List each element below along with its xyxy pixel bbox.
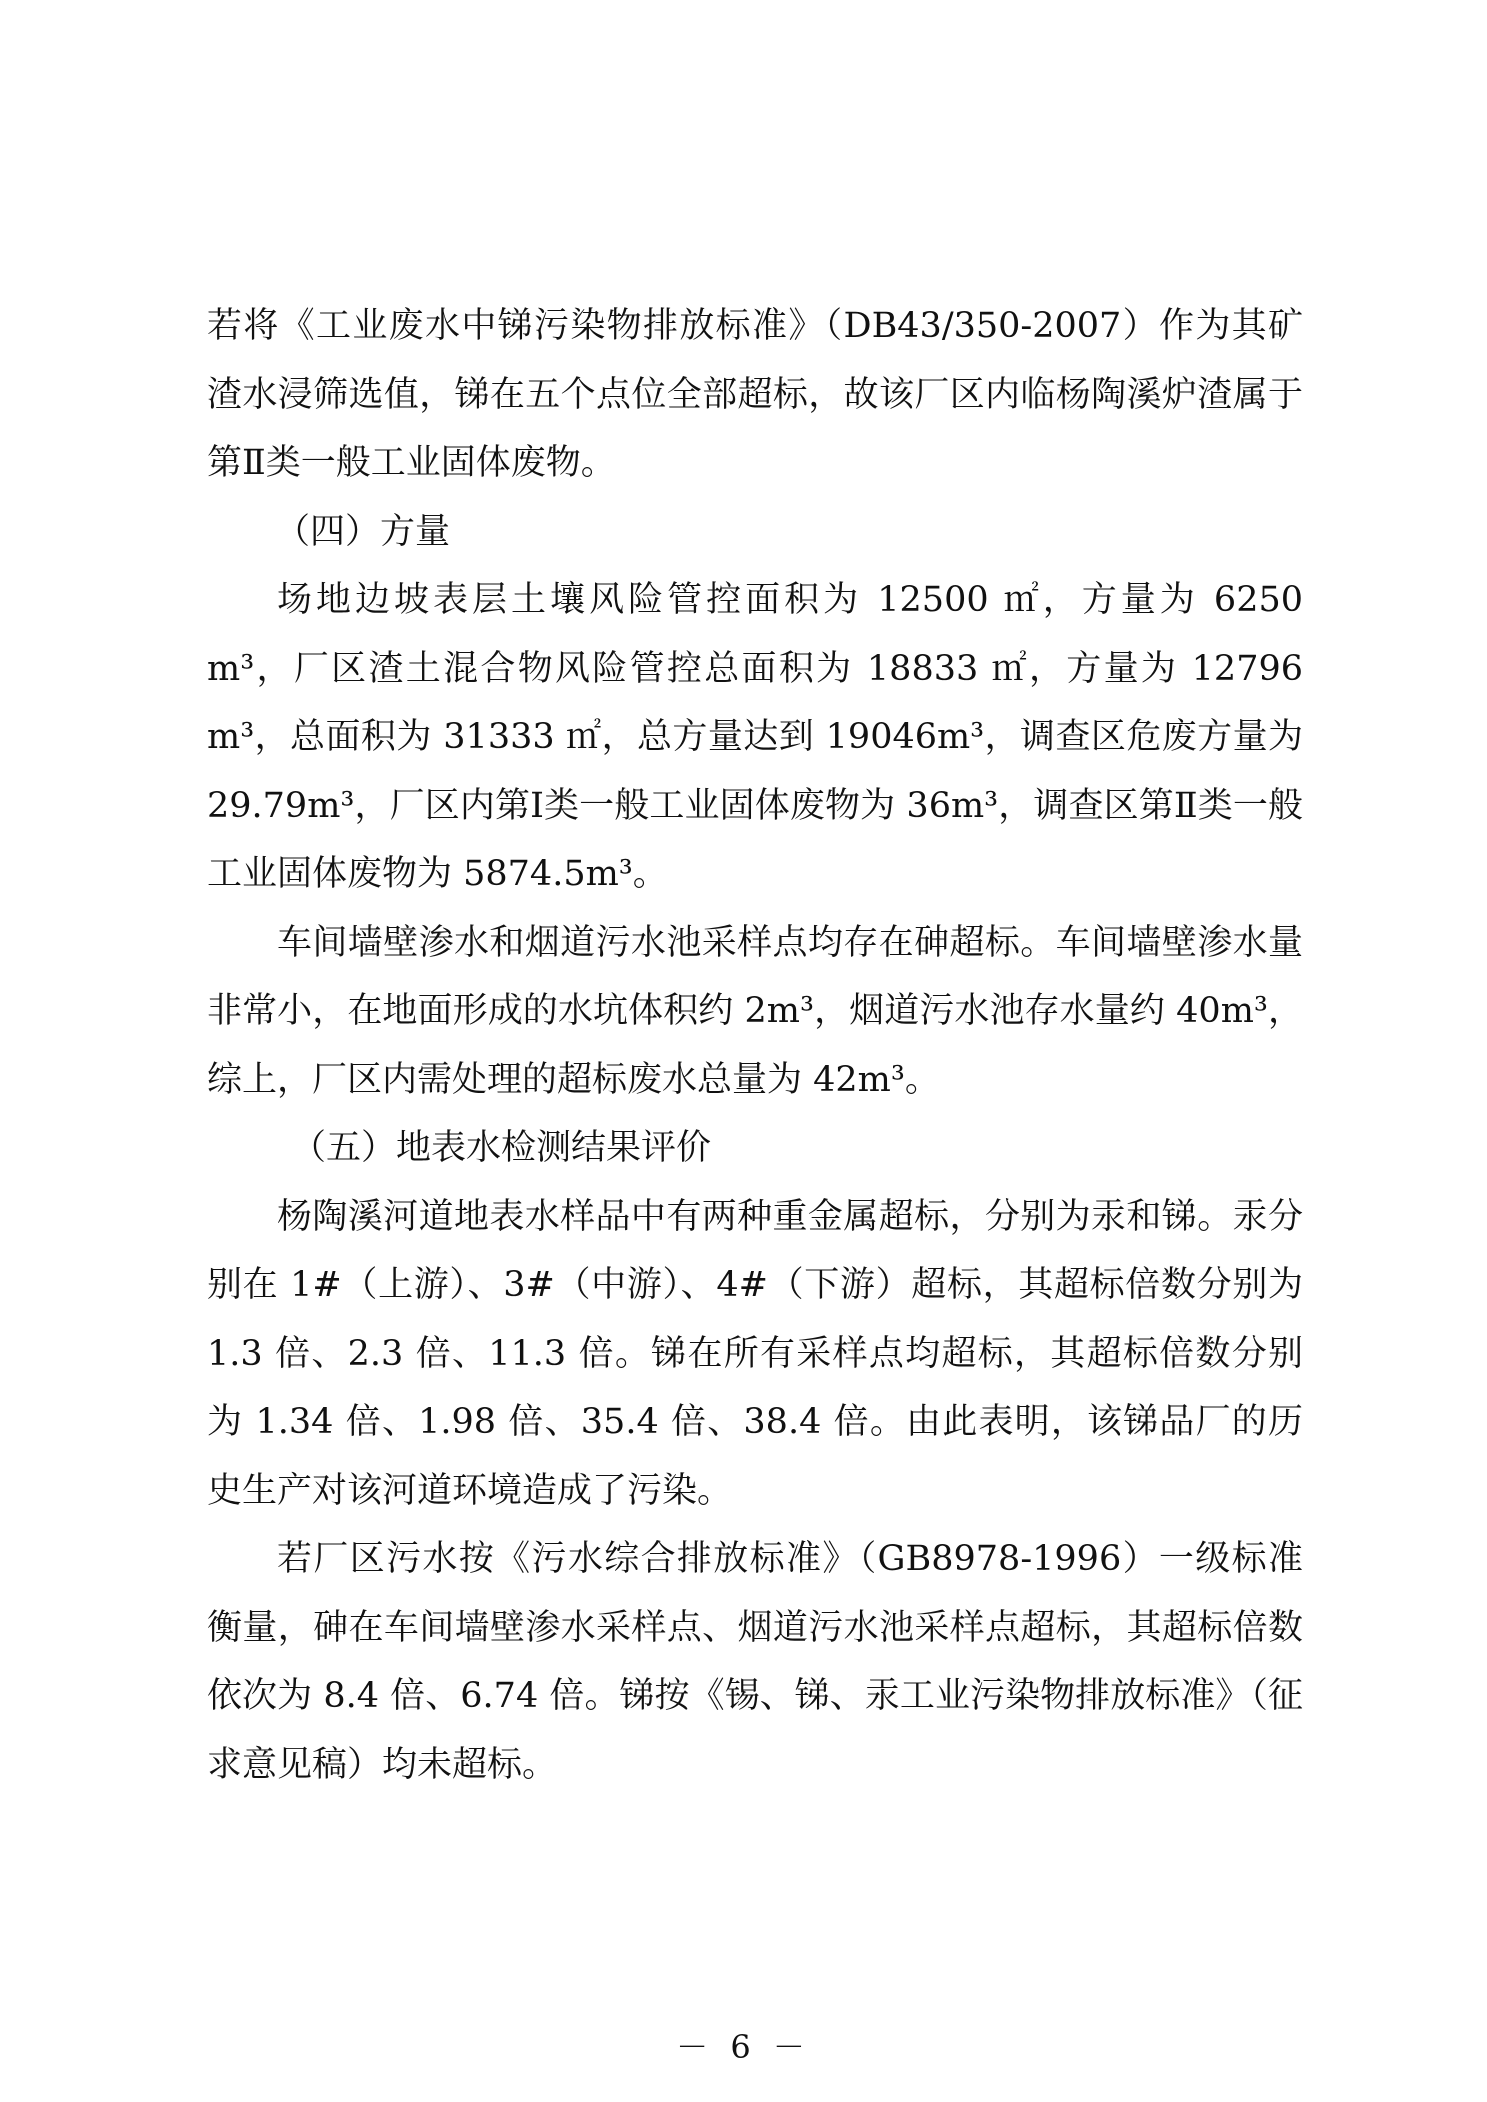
body-text <box>207 292 1303 1799</box>
section-heading-surface-water: （五）地表水检测结果评价 <box>291 1128 712 1168</box>
paragraph-surface-water: 杨陶溪河道地表水样品中有两种重金属超标，分别为汞和锑。汞分别在 1#（上游）、3#（中游）、4#（下游）超标，其超标倍数分别为 1.3 倍、2.3 倍、11.3 倍。锑在所有采样点均超标，其超标倍数分别为 1.34 倍、1.98 倍、35.4 倍、38.4 倍。由此表明，该锑品厂的历史生产对该河道环境造成了污染。 <box>207 1196 1303 1511</box>
paragraph-sewage-standard: 若厂区污水按《污水综合排放标准》（GB8978-1996）一级标准衡量，砷在车间墙壁渗水采样点、烟道污水池采样点超标，其超标倍数依次为 8.4 倍、6.74 倍。锑按《锡、锑、汞工业污染物排放标准》（征求意见稿）均未超标。 <box>207 1539 1303 1785</box>
section-heading-volume: （四）方量 <box>275 511 451 552</box>
paragraph-wastewater: 车间墙壁渗水和烟道污水池采样点均存在砷超标。车间墙壁渗水量非常小，在地面形成的水坑体积约 2m³，烟道污水池存水量约 40m³，综上，厂区内需处理的超标废水总量为 42m³。 <box>207 922 1303 1100</box>
page-number: － 6 － <box>676 2028 811 2066</box>
paragraph-volume: 场地边坡表层土壤风险管控面积为 12500 ㎡，方量为 6250 m³，厂区渣土混合物风险管控总面积为 18833 ㎡，方量为 12796 m³，总面积为 31333 ㎡，总方量达到 19046m³，调查区危废方量为 29.79m³，厂区内第Ⅰ类一般工业固体废物为 36m³，调查区第Ⅱ类一般工业固体废物为 5874.5m³。 <box>207 580 1303 894</box>
paragraph-antimony-screening: 若将《工业废水中锑污染物排放标准》（DB43/350-2007）作为其矿渣水浸筛选值，锑在五个点位全部超标，故该厂区内临杨陶溪炉渣属于第Ⅱ类一般工业固体废物。 <box>207 306 1303 483</box>
